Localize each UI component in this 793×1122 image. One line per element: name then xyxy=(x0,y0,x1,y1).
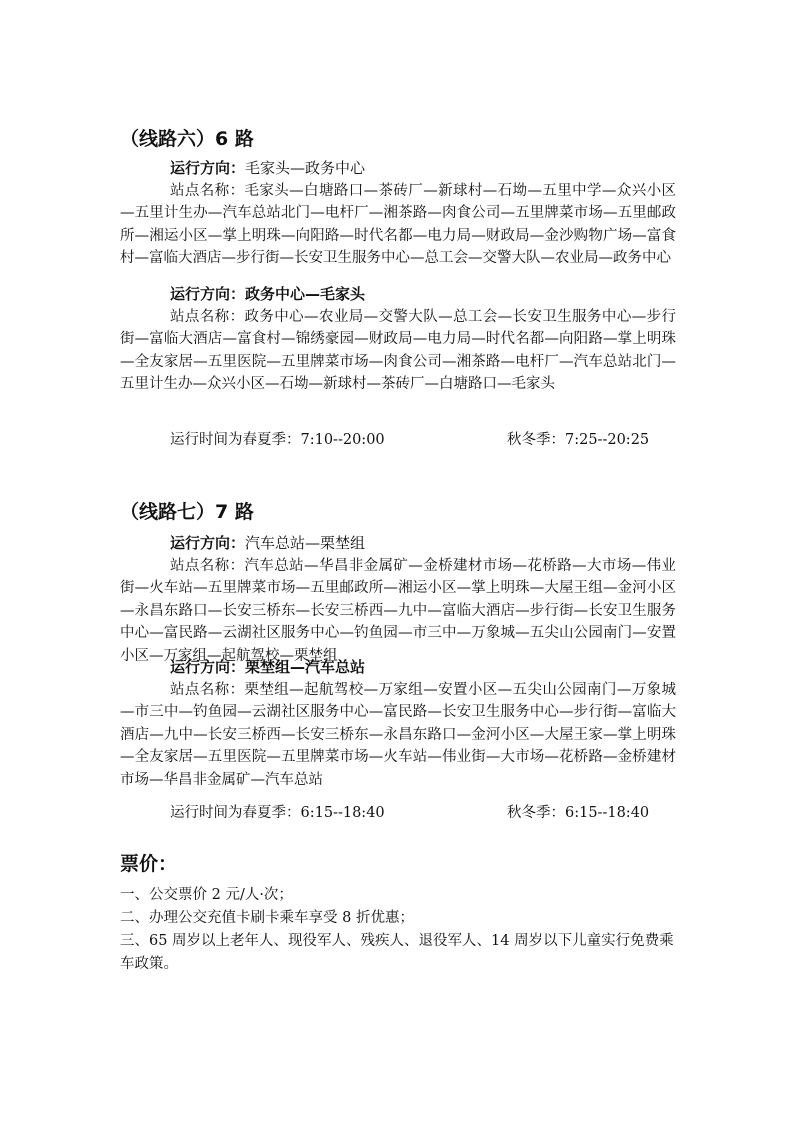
route6-time-winter: 秋冬季：7:25--20:25 xyxy=(507,432,650,448)
direction-label: 运行方向： xyxy=(170,534,246,552)
direction-value: 毛家头—政务中心 xyxy=(245,159,366,177)
route7-direction-2: 运行方向：栗埜组—汽车总站 xyxy=(170,658,366,676)
route7-time-summer: 运行时间为春夏季：6:15--18:40 xyxy=(170,805,385,821)
route6-stops-2: 站点名称：政务中心—农业局—交警大队—总工会—长安卫生服务中心—步行街—富临大酒店—富食村—锦绣豪园—财政局—电力局—时代名都—向阳路—掌上明珠—全友家居—五里医院—五里牌菜市场—肉食公司—湘茶路—电杆厂—汽车总站北门—五里计生办—众兴小区—石坳—新球村—茶砖厂—白塘路口—毛家头 xyxy=(120,309,676,393)
fare-item: 二、办理公交充值卡刷卡乘车享受 8 折优惠； xyxy=(120,910,414,926)
route7-heading: （线路七）7 路 xyxy=(120,501,254,523)
route6-time-summer: 运行时间为春夏季：7:10--20:00 xyxy=(170,432,385,448)
route7-stops-1: 站点名称：汽车总站—华昌非金属矿—金桥建材市场—花桥路—大市场—伟业街—火车站—五里牌菜市场—五里邮政所—湘运小区—掌上明珠—大屋王组—金河小区—永昌东路口—长安三桥东—长安三桥西—九中—富临大酒店—步行街—长安卫生服务中心—富民路—云湖社区服务中心—钓鱼园—市三中—万象城—五尖山公园南门—安置小区—万家组—起航驾校—栗埜组 xyxy=(120,558,676,664)
direction-label: 运行方向： xyxy=(170,159,246,177)
route6-heading: （线路六）6 路 xyxy=(120,128,254,150)
fares-heading: 票价： xyxy=(120,853,178,875)
route7-direction-1 xyxy=(170,532,365,554)
direction-value: 汽车总站—栗埜组 xyxy=(245,534,366,552)
route6-stops-1: 站点名称：毛家头—白塘路口—茶砖厂—新球村—石坳—五里中学—众兴小区—五里计生办—汽车总站北门—电杆厂—湘茶路—肉食公司—五里牌菜市场—五里邮政所—湘运小区—掌上明珠—向阳路—时代名都—电力局—财政局—金沙购物广场—富食村—富临大酒店—步行街—长安卫生服务中心—总工会—交警大队—农业局—政务中心 xyxy=(120,183,676,267)
fare-item: 一、公交票价 2 元/人·次； xyxy=(120,887,293,903)
route6-direction-2: 运行方向：政务中心—毛家头 xyxy=(170,285,366,303)
route6-direction-1 xyxy=(170,157,365,179)
route7-stops-2: 站点名称：栗埜组—起航驾校—万家组—安置小区—五尖山公园南门—万象城—市三中—钓鱼园—云湖社区服务中心—富民路—长安卫生服务中心—步行街—富临大酒店—九中—长安三桥西—长安三桥东—永昌东路口—金河小区—大屋王家—掌上明珠—全友家居—五里医院—五里牌菜市场—火车站—伟业街—大市场—花桥路—金桥建材市场—华昌非金属矿—汽车总站 xyxy=(120,682,676,788)
route7-time-winter: 秋冬季：6:15--18:40 xyxy=(507,805,650,821)
fare-item: 三、65 周岁以上老年人、现役军人、残疾人、退役军人、14 周岁以下儿童实行免费乘车政策。 xyxy=(120,933,674,972)
